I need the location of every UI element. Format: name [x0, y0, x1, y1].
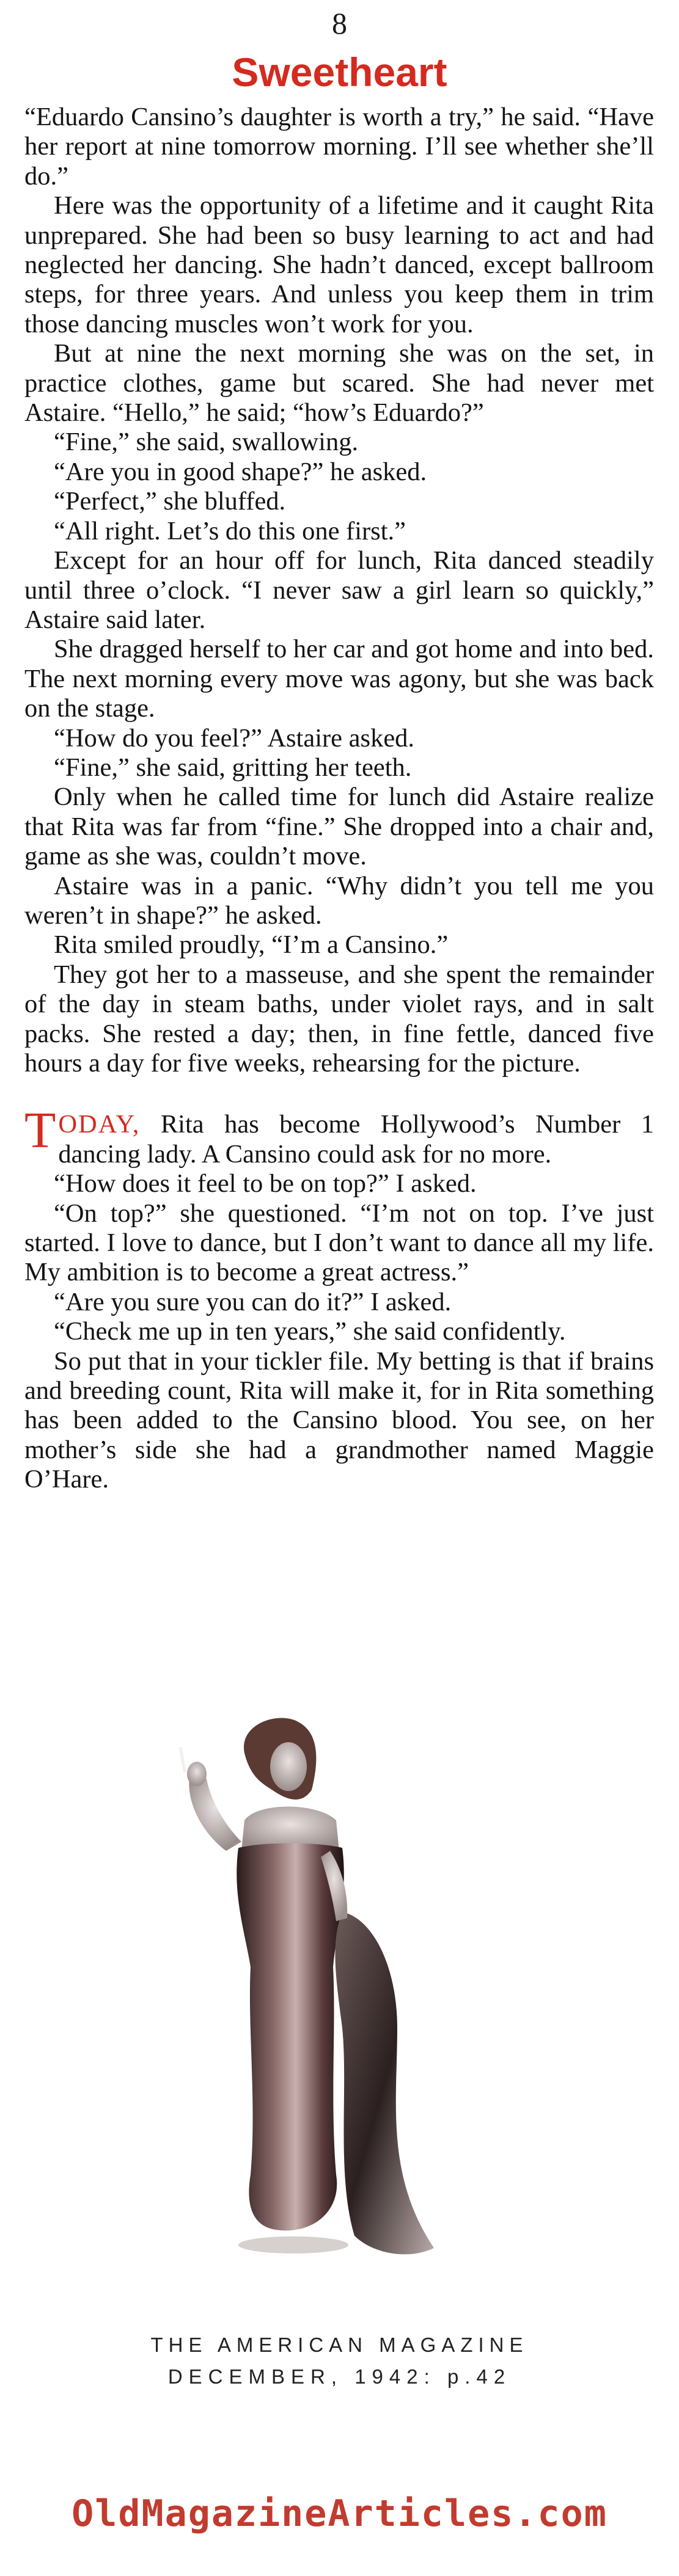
- paragraph: Except for an hour off for lunch, Rita danced steadily until three o’clock. “I never saw a girl learn so quickly,” Astaire said later.: [24, 546, 654, 634]
- paragraph: “Eduardo Cansino’s daughter is worth a try,” he said. “Have her report at nine tomorrow morning. I’ll see whether she’ll do.”: [24, 103, 654, 191]
- rita-hayworth-photo: [153, 1710, 495, 2279]
- paragraph: “On top?” she questioned. “I’m not on top. I’ve just started. I love to dance, but I don’t want to dance all my life. My ambition is to become a great actress.”: [24, 1199, 654, 1287]
- paragraph: But at nine the next morning she was on the set, in practice clothes, game but scared. She had never met Astaire. “Hello,” he said; “how’s Eduardo?”: [24, 339, 654, 428]
- lead-caps: ODAY,: [58, 1110, 141, 1139]
- paragraph: Here was the opportunity of a lifetime and it caught Rita unprepared. She had been so busy learning to act and had neglected her dancing. She hadn’t danced, except ballroom steps, for three years. And unless you keep them in trim those dancing muscles won’t work for you.: [24, 191, 654, 338]
- paragraph: “Are you in good shape?” he asked.: [54, 457, 427, 486]
- magazine-credit: THE AMERICAN MAGAZINE: [150, 2333, 529, 2356]
- lead-text: Rita has become Hollywood’s Number 1 dancing lady. A Cansino could ask for no more.: [58, 1110, 654, 1169]
- paragraph: So put that in your tickler file. My betting is that if brains and breeding count, Rita will make it, for in Rita something has been added to the Cansino blood. You see, on her mother’s side she had a grandmother named Maggie O’Hare.: [24, 1346, 654, 1494]
- paragraph: Rita smiled proudly, “I’m a Cansino.”: [54, 930, 449, 960]
- paragraph: “Fine,” she said, gritting her teeth.: [54, 753, 412, 782]
- issue-date-credit: DECEMBER, 1942: p.42: [167, 2365, 512, 2388]
- paragraph: “How does it feel to be on top?” I asked.: [54, 1169, 477, 1199]
- paragraph: “Are you sure you can do it?” I asked.: [54, 1287, 452, 1316]
- paragraph: Only when he called time for lunch did Astaire realize that Rita was far from “fine.” She dropped into a chair and, game as she was, couldn’t move.: [24, 783, 654, 871]
- paragraph: They got her to a masseuse, and she spent the remainder of the day in steam baths, under violet rays, and in salt packs. She rested a day; then, in fine fettle, danced five hours a day for five weeks, rehearsing for the picture.: [24, 960, 654, 1078]
- section-lead-paragraph: [24, 1102, 654, 1169]
- paragraph: “Fine,” she said, swallowing.: [54, 428, 359, 457]
- site-watermark: OldMagazineArticles.com: [72, 2492, 607, 2535]
- article-title: Sweetheart: [232, 49, 447, 95]
- paragraph: Astaire was in a panic. “Why didn’t you tell me you weren’t in shape?” he asked.: [24, 871, 654, 930]
- paragraph: “All right. Let’s do this one first.”: [54, 516, 406, 545]
- paragraph: She dragged herself to her car and got home and into bed. The next morning every move was agony, but she was back on the stage.: [24, 635, 654, 723]
- paragraph: “How do you feel?” Astaire asked.: [54, 723, 415, 753]
- paragraph: “Perfect,” she bluffed.: [54, 487, 286, 516]
- article-body: [24, 103, 654, 1495]
- page-number: 8: [332, 6, 347, 40]
- paragraph: “Check me up in ten years,” she said confidently.: [54, 1317, 566, 1346]
- drop-cap: T: [24, 1102, 56, 1159]
